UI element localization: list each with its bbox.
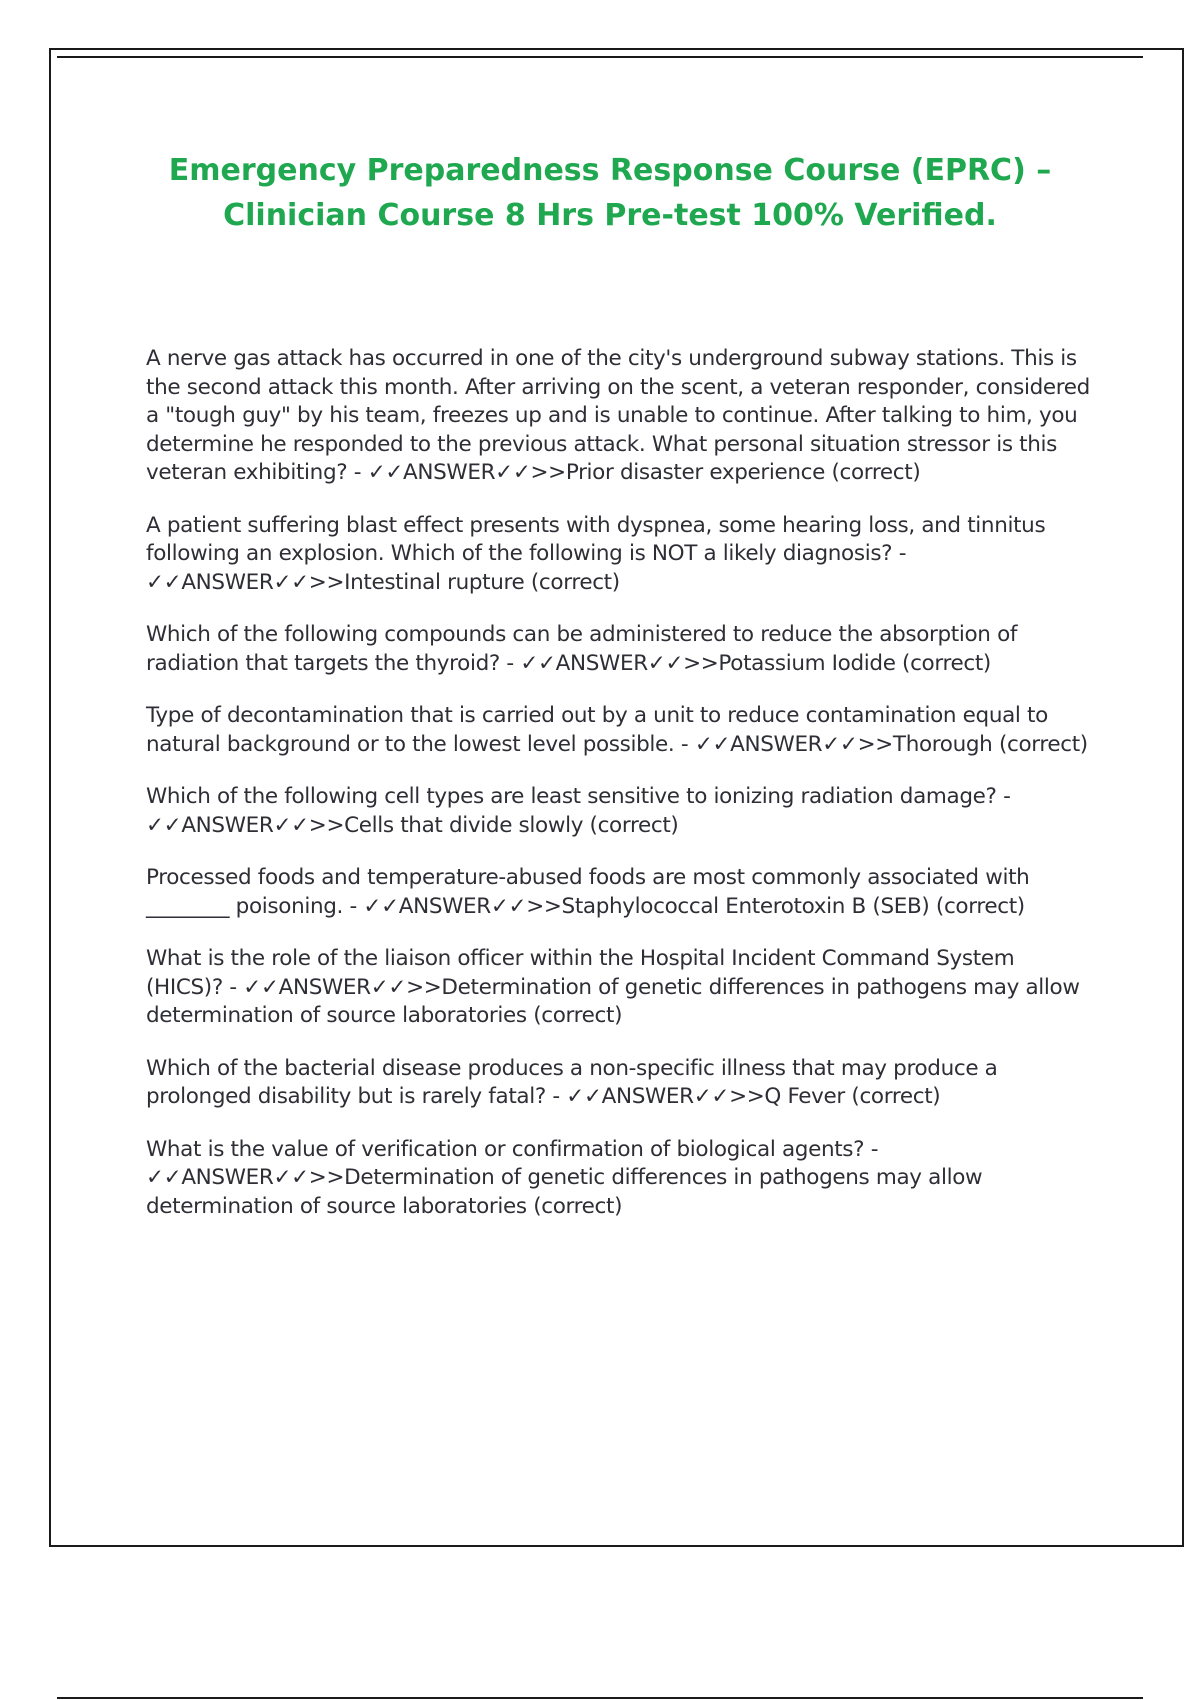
qa-question: A patient suffering blast effect presents with dyspnea, some hearing loss, and tinnitus following an explosion. Which of the following is NOT a likely diagnosis? - [146, 513, 1045, 567]
qa-item [146, 1055, 1091, 1112]
qa-answer: ✓✓ANSWER✓✓>>Prior disaster experience (correct) [367, 460, 921, 485]
qa-question: Type of decontamination that is carried out by a unit to reduce contamination equal to natural background or to the lowest level possible. - [146, 703, 1048, 757]
document-title-line-1: Emergency Preparedness Response Course (EPRC) – [168, 153, 1052, 188]
qa-item [146, 1136, 1091, 1222]
qa-answer: ✓✓ANSWER✓✓>>Thorough (correct) [694, 731, 1088, 757]
qa-item [146, 702, 1091, 759]
qa-answer: ✓✓ANSWER✓✓>>Staphylococcal Enterotoxin B (SEB) (correct) [363, 893, 1025, 919]
qa-item [146, 783, 1091, 840]
qa-question: Which of the following cell types are least sensitive to ionizing radiation damage? - [146, 784, 1011, 809]
qa-answer: ✓✓ANSWER✓✓>>Q Fever (correct) [566, 1084, 941, 1109]
top-rule-divider [57, 56, 1143, 58]
qa-question: A nerve gas attack has occurred in one of the city's underground subway stations. This is the second attack this month. After arriving on the scent, a veteran responder, considered a "tough guy" by his team, freezes up and is unable to continue. After talking to him, you determine he responded to the previous attack. What personal situation stressor is this veteran exhibiting? - [146, 346, 1090, 485]
qa-answer: ✓✓ANSWER✓✓>>Cells that divide slowly (correct) [146, 812, 679, 838]
qa-question: Which of the bacterial disease produces a non-specific illness that may produce a prolonged disability but is rarely fatal? - [146, 1056, 998, 1110]
qa-list [146, 345, 1091, 1245]
qa-answer: ✓✓ANSWER✓✓>>Intestinal rupture (correct) [146, 569, 620, 595]
qa-answer: ✓✓ANSWER✓✓>>Determination of genetic differences in pathogens may allow determination of source laboratories (correct) [146, 1165, 983, 1219]
document-title-line-2: Clinician Course 8 Hrs Pre-test 100% Verified. [223, 198, 997, 233]
qa-question: Processed foods and temperature-abused foods are most commonly associated with ________ poisoning. - [146, 865, 1029, 919]
qa-item [146, 345, 1091, 488]
document-title [60, 148, 1160, 238]
qa-answer: ✓✓ANSWER✓✓>>Potassium Iodide (correct) [520, 650, 991, 676]
qa-item [146, 621, 1091, 678]
qa-question: Which of the following compounds can be administered to reduce the absorption of radiation that targets the thyroid? - [146, 622, 1017, 676]
bottom-rule-divider [57, 1697, 1143, 1699]
qa-question: What is the value of verification or confirmation of biological agents? - [146, 1137, 878, 1162]
qa-answer: ✓✓ANSWER✓✓>>Determination of genetic differences in pathogens may allow determination of source laboratories (correct) [146, 974, 1080, 1028]
qa-item [146, 864, 1091, 921]
qa-question: What is the role of the liaison officer within the Hospital Incident Command System (HICS)? - [146, 946, 1014, 1000]
qa-item [146, 945, 1091, 1031]
qa-item [146, 512, 1091, 598]
